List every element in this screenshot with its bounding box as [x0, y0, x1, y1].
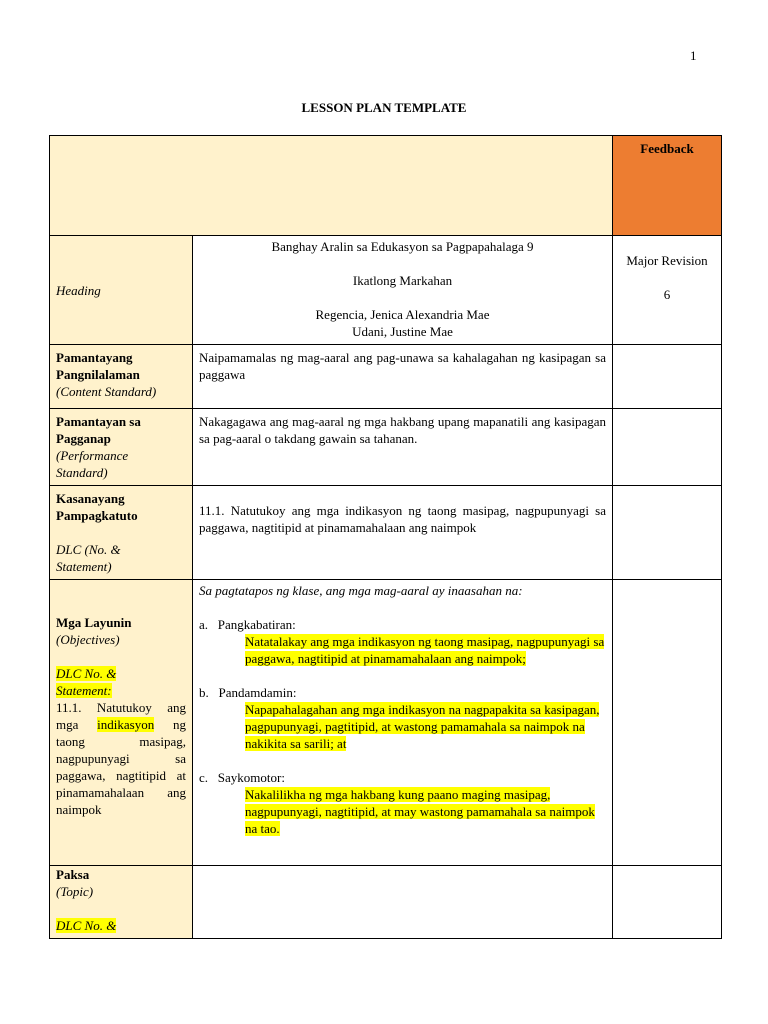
heading-line-2: Ikatlong Markahan — [352, 273, 453, 288]
content-standard-label-cell — [50, 345, 193, 409]
performance-standard-label-en-2: Standard) — [56, 465, 108, 480]
page-number: 1 — [690, 48, 697, 63]
objectives-content-cell — [193, 580, 613, 866]
header-row — [50, 136, 722, 236]
performance-standard-feedback — [613, 409, 722, 486]
performance-standard-label-en-1: (Performance — [56, 448, 129, 463]
objectives-statement — [56, 699, 186, 818]
objectives-dlc-2: Statement: — [56, 683, 112, 698]
objectives-statement-highlight: indikasyon — [97, 717, 155, 732]
objectives-label-en: (Objectives) — [56, 632, 120, 647]
competency-label-en-1: DLC (No. & — [56, 542, 121, 557]
header-blank-cell — [50, 136, 613, 236]
heading-feedback-cell — [613, 236, 722, 345]
heading-feedback-count: 6 — [663, 287, 671, 302]
topic-label-en: (Topic) — [56, 884, 94, 899]
performance-standard-label-1: Pamantayan sa — [56, 414, 141, 429]
objective-a-text-wrap — [199, 633, 606, 667]
objectives-row — [50, 580, 722, 866]
lesson-plan-table — [49, 135, 722, 939]
heading-content-cell — [193, 236, 613, 345]
heading-line-1: Banghay Aralin sa Edukasyon sa Pagpapahalaga 9 — [271, 239, 534, 254]
heading-line-4: Udani, Justine Mae — [352, 324, 453, 339]
content-standard-text: Naipamamalas ng mag-aaral ang pag-unawa sa kahalagahan ng kasipagan sa paggawa — [193, 345, 613, 409]
objective-a — [199, 616, 606, 633]
heading-feedback-revision: Major Revision — [626, 253, 708, 268]
competency-label-2: Pampagkatuto — [56, 508, 138, 523]
objective-a-title: Pangkabatiran: — [217, 617, 296, 632]
objectives-intro: Sa pagtatapos ng klase, ang mga mag-aaral ay inaasahan na: — [199, 583, 523, 598]
objective-b-text-wrap — [199, 701, 606, 752]
topic-label-cell — [50, 866, 193, 939]
objective-b-text: Napapahalagahan ang mga indikasyon na nagpapakita sa kasipagan, pagpupunyagi, pagtitipid, at wastong pamamahala sa naimpok na nakikita sa sarili; at — [245, 702, 600, 751]
objectives-label: Mga Layunin — [56, 615, 132, 630]
objectives-statement-b: ng taong masipag, nagpupunyagi sa paggawa, nagtitipid at pinamamahalaan ang naimpok — [56, 717, 187, 817]
objective-a-text: Natatalakay ang mga indikasyon ng taong masipag, nagpupunyagi sa paggawa, nagtitipid at pinamamahalaan ang naimpok; — [245, 634, 605, 666]
heading-label-cell — [50, 236, 193, 345]
content-standard-feedback — [613, 345, 722, 409]
objective-b-marker: b. — [199, 685, 209, 700]
document-title: LESSON PLAN TEMPLATE — [301, 100, 467, 115]
objective-c — [199, 769, 606, 786]
competency-text: 11.1. Natutukoy ang mga indikasyon ng taong masipag, nagpupunyagi sa paggawa, nagtitipid at pinamamahalaan ang naimpok — [193, 486, 613, 580]
topic-content — [193, 866, 613, 939]
performance-standard-row — [50, 409, 722, 486]
performance-standard-text: Nakagagawa ang mag-aaral ng mga hakbang upang mapanatili ang kasipagan sa pag-aaral o takdang gawain sa tahanan. — [193, 409, 613, 486]
heading-row — [50, 236, 722, 345]
competency-label-en-2: Statement) — [56, 559, 112, 574]
performance-standard-label-cell — [50, 409, 193, 486]
competency-label-1: Kasanayang — [56, 491, 125, 506]
objective-c-marker: c. — [199, 770, 209, 785]
performance-standard-label-2: Pagganap — [56, 431, 111, 446]
content-standard-label-en: (Content Standard) — [56, 384, 157, 399]
content-standard-label-1: Pamantayang — [56, 350, 133, 365]
heading-line-3: Regencia, Jenica Alexandria Mae — [315, 307, 490, 322]
objective-b-title: Pandamdamin: — [218, 685, 297, 700]
topic-label: Paksa — [56, 867, 90, 882]
objective-c-title: Saykomotor: — [217, 770, 285, 785]
objective-b — [199, 684, 606, 701]
objectives-dlc-1: DLC No. & — [56, 666, 117, 681]
competency-row — [50, 486, 722, 580]
objectives-statement-a: 11.1. Natutukoy ang mga — [56, 700, 186, 732]
feedback-header: Feedback — [613, 136, 722, 236]
competency-feedback — [613, 486, 722, 580]
objectives-feedback — [613, 580, 722, 866]
topic-feedback — [613, 866, 722, 939]
objective-c-text-wrap — [199, 786, 606, 837]
content-standard-label-2: Pangnilalaman — [56, 367, 140, 382]
objectives-label-cell — [50, 580, 193, 866]
content-standard-row — [50, 345, 722, 409]
objective-a-marker: a. — [199, 617, 209, 632]
topic-dlc: DLC No. & — [56, 918, 117, 933]
competency-label-cell — [50, 486, 193, 580]
objective-c-text: Nakalilikha ng mga hakbang kung paano maging masipag, nagpupunyagi, nagtitipid, at may wastong pamamahala sa naimpok na tao. — [245, 787, 595, 836]
heading-label: Heading — [56, 282, 101, 298]
topic-row — [50, 866, 722, 939]
